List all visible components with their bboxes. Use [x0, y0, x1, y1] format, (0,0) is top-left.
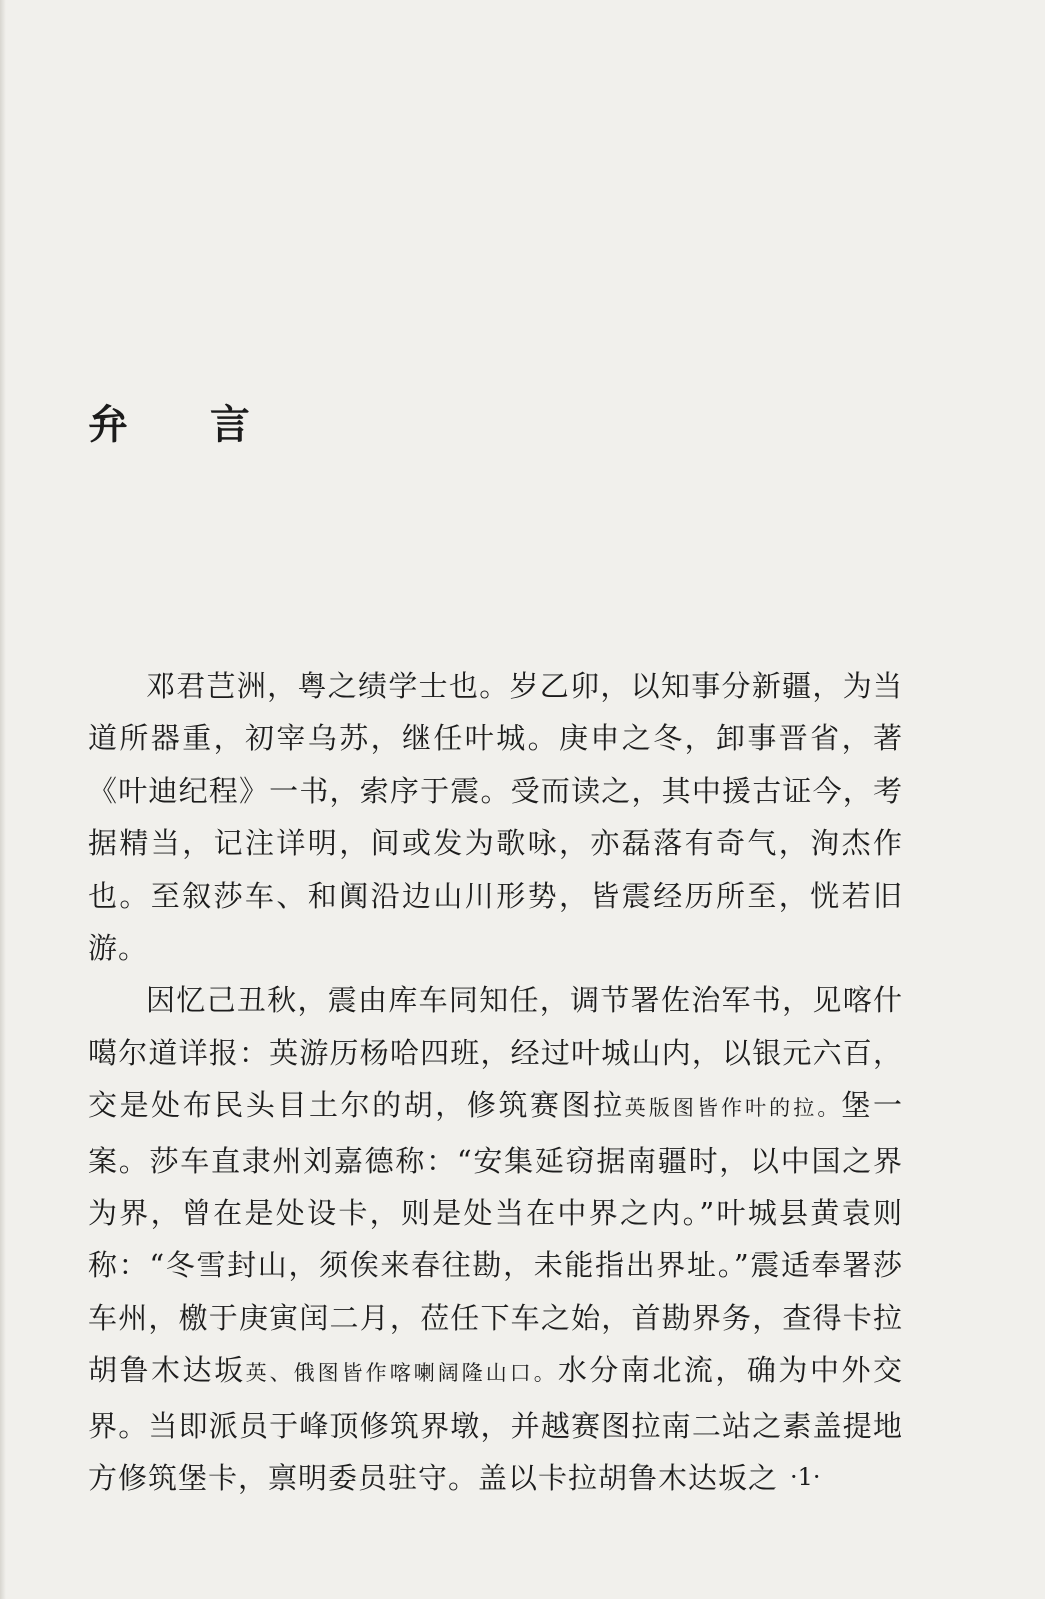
inline-annotation: 英、俄图皆作喀喇阔隆山口。 — [245, 1361, 558, 1386]
page-number: ·1· — [790, 1463, 821, 1491]
paragraph-text: 水分南北流，确为中外交界。当即派员于峰顶修筑界墩，并越赛图拉南二站之素盖提地方修筑堡卡，禀明委员驻守。盖以卡拉胡鲁木达坂之 — [88, 1353, 903, 1496]
paragraph-text: 堡一案。莎车直隶州刘嘉德称：“安集延窃据南疆时，以中国之界为界，曾在是处设卡，则是处当在中界之内。”叶城县黄袁则称：“冬雪封山，须俟来春往勘，未能指出界址。”震适奉署莎车州，檄于庚寅闰二月，莅任下车之始，首勘界务，查得卡拉胡鲁木达坂 — [88, 1088, 903, 1388]
chapter-title: 弁 言 — [88, 402, 284, 448]
paragraph-1 — [88, 660, 903, 974]
paragraph-text: 邓君芑洲，粤之绩学士也。岁乙卯，以知事分新疆，为当道所器重，初宰乌苏，继任叶城。庚申之冬，卸事晋省，著《叶迪纪程》一书，索序于震。受而读之，其中援古证今，考据精当，记注详明，间或发为歌咏，亦磊落有奇气，洵杰作也。至叙莎车、和阗沿边山川形势，皆震经历所至，恍若旧游。 — [88, 669, 903, 966]
body-text — [88, 660, 903, 1505]
page-edge-shadow — [0, 0, 6, 1599]
paragraph-2 — [88, 974, 903, 1504]
paragraph-text: 因忆己丑秋，震由库车同知任，调节署佐治军书，见喀什噶尔道详报：英游历杨哈四班，经过叶城山内，以银元六百，交是处布民头目土尔的胡，修筑赛图拉 — [88, 983, 903, 1123]
inline-annotation: 英版图皆作叶的拉。 — [624, 1096, 842, 1121]
